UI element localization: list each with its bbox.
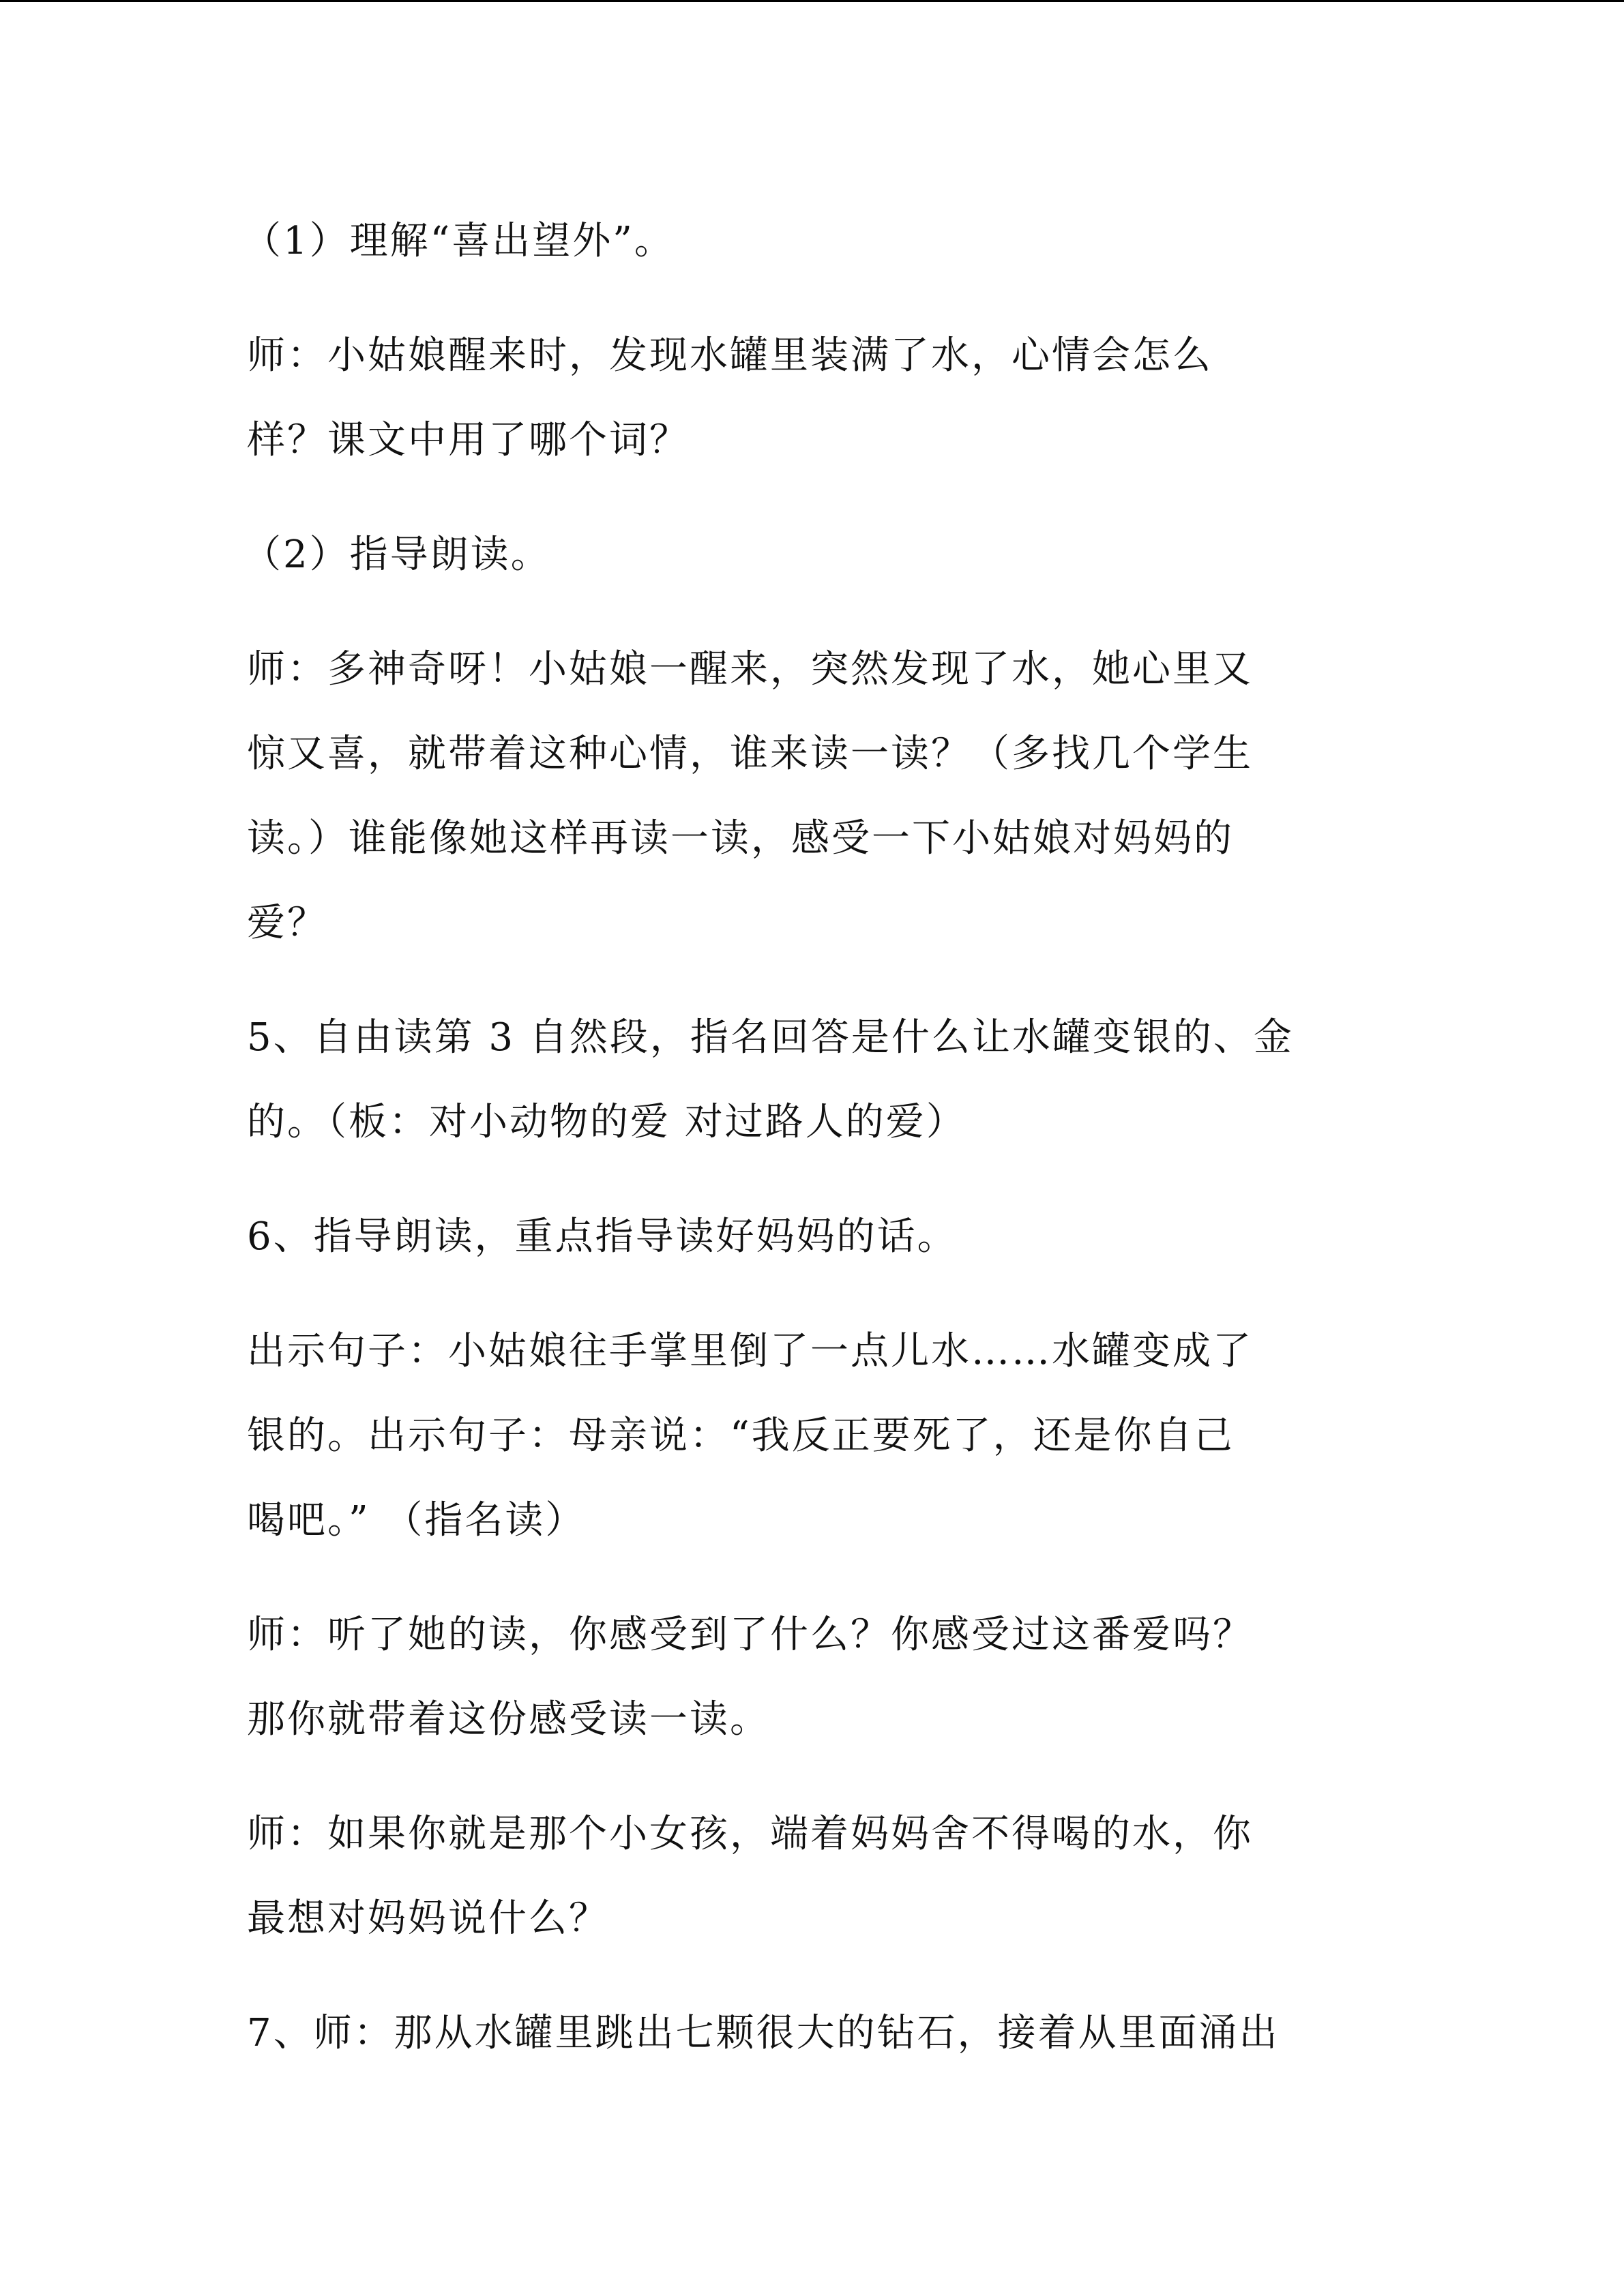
paragraph-line: 出示句子：小姑娘往手掌里倒了一点儿水……水罐变成了 — [247, 1329, 1253, 1373]
paragraph-line: 师：多神奇呀！小姑娘一醒来，突然发现了水，她心里又 — [247, 647, 1253, 691]
paragraph-line: 爱？ — [247, 901, 327, 945]
paragraph-understand-term — [243, 199, 1365, 284]
paragraph-teacher-question-1 — [247, 314, 1365, 483]
paragraph-show-sentences — [247, 1309, 1365, 1563]
paragraph-line: （2）指导朗读。 — [243, 533, 551, 577]
paragraph-line: 样？课文中用了哪个词？ — [247, 418, 690, 462]
paragraph-line: 读。）谁能像她这样再读一读，感受一下小姑娘对妈妈的 — [247, 816, 1234, 861]
paragraph-line: 惊又喜，就带着这种心情，谁来读一读？（多找几个学生 — [247, 732, 1253, 776]
paragraph-line: 师：小姑娘醒来时，发现水罐里装满了水，心情会怎么 — [247, 333, 1213, 378]
paragraph-line: 师：听了她的读，你感受到了什么？你感受过这番爱吗？ — [247, 1613, 1253, 1657]
paragraph-line: 银的。出示句子：母亲说：“我反正要死了，还是你自己 — [247, 1414, 1235, 1458]
top-border-line — [0, 0, 1624, 2]
paragraph-line: 6、指导朗读，重点指导读好妈妈的话。 — [247, 1214, 958, 1259]
paragraph-line: 喝吧。” （指名读） — [247, 1498, 586, 1542]
paragraph-teacher-imagine — [247, 1792, 1365, 1961]
paragraph-line: 最想对妈妈说什么？ — [247, 1896, 609, 1941]
paragraph-line: （1）理解“喜出望外”。 — [243, 219, 675, 263]
paragraph-teacher-magic — [247, 627, 1365, 966]
paragraph-teacher-feeling — [247, 1593, 1365, 1762]
paragraph-line: 7、师：那从水罐里跳出七颗很大的钻石，接着从里面涌出 — [247, 2011, 1280, 2055]
paragraph-line: 那你就带着这份感受读一读。 — [247, 1697, 770, 1742]
document-body — [243, 199, 1365, 2076]
paragraph-step-6 — [247, 1195, 1365, 1279]
paragraph-line: 师：如果你就是那个小女孩，端着妈妈舍不得喝的水，你 — [247, 1812, 1253, 1856]
paragraph-guided-reading — [243, 513, 1365, 597]
paragraph-step-7 — [247, 1991, 1365, 2076]
paragraph-line: 5、自由读第 3 自然段，指名回答是什么让水罐变银的、金 — [247, 1015, 1294, 1060]
paragraph-line: 的。（板：对小动物的爱 对过路人的爱） — [247, 1100, 966, 1144]
paragraph-step-5 — [247, 996, 1365, 1165]
